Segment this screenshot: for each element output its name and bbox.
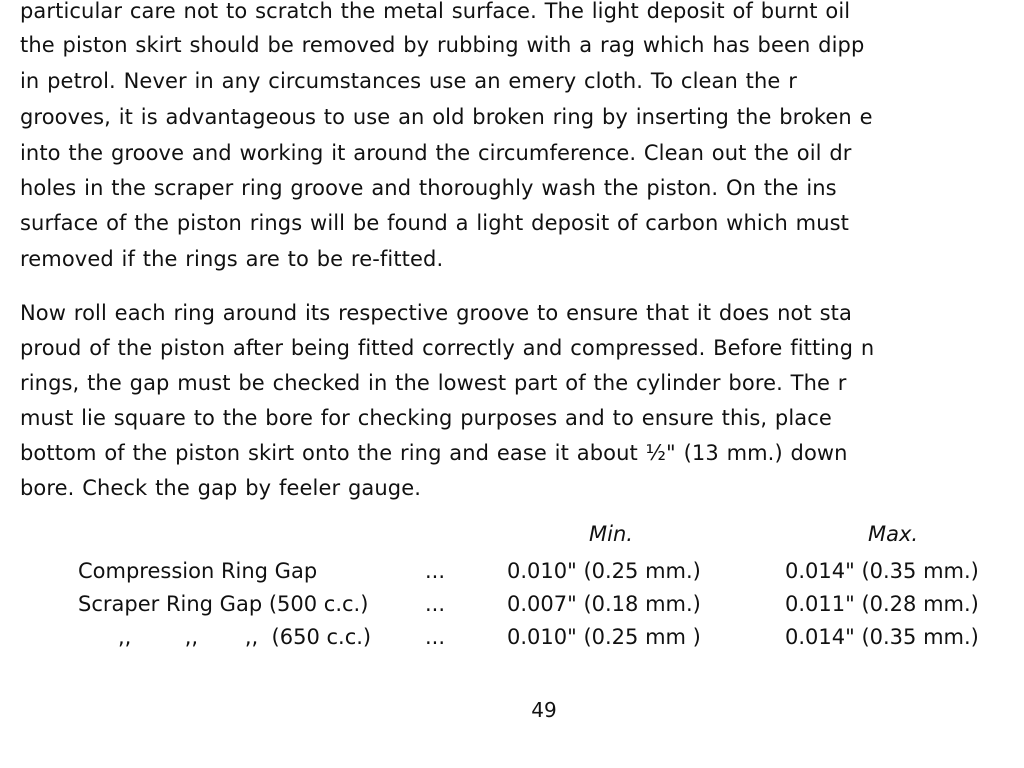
text-line: in petrol. Never in any circumstances use an emery cloth. To clean the r xyxy=(20,69,797,93)
min-value: 0.010" (0.25 mm.) xyxy=(507,559,701,583)
text-line: particular care not to scratch the metal surface. The light deposit of burnt oil xyxy=(20,0,851,23)
max-value: 0.014" (0.35 mm.) xyxy=(785,559,979,583)
min-value: 0.010" (0.25 mm ) xyxy=(507,625,701,649)
text-line: holes in the scraper ring groove and thoroughly wash the piston. On the ins xyxy=(20,176,837,200)
max-value: 0.011" (0.28 mm.) xyxy=(785,592,979,616)
min-value: 0.007" (0.18 mm.) xyxy=(507,592,701,616)
text-line: rings, the gap must be checked in the lowest part of the cylinder bore. The r xyxy=(20,371,847,395)
max-column-header: Max. xyxy=(868,522,919,546)
row-label: Scraper Ring Gap (500 c.c.) xyxy=(78,592,369,616)
dot-leader: ... xyxy=(425,625,446,649)
dot-leader: ... xyxy=(425,559,446,583)
max-value: 0.014" (0.35 mm.) xyxy=(785,625,979,649)
text-line: removed if the rings are to be re-fitted. xyxy=(20,247,444,271)
page-number: 49 xyxy=(531,698,557,722)
text-line: bore. Check the gap by feeler gauge. xyxy=(20,476,422,500)
text-line: must lie square to the bore for checking purposes and to ensure this, place xyxy=(20,406,832,430)
row-label: Compression Ring Gap xyxy=(78,559,318,583)
text-line: grooves, it is advantageous to use an old broken ring by inserting the broken e xyxy=(20,105,873,129)
text-line: the piston skirt should be removed by rubbing with a rag which has been dipp xyxy=(20,33,865,57)
dot-leader: ... xyxy=(425,592,446,616)
min-column-header: Min. xyxy=(589,522,633,546)
text-line: into the groove and working it around the circumference. Clean out the oil dr xyxy=(20,141,852,165)
text-line: Now roll each ring around its respective groove to ensure that it does not sta xyxy=(20,301,852,325)
text-line: bottom of the piston skirt onto the ring and ease it about ½" (13 mm.) down xyxy=(20,441,848,465)
text-line: surface of the piston rings will be found a light deposit of carbon which must xyxy=(20,211,849,235)
row-label: ,, ,, ,, (650 c.c.) xyxy=(118,625,372,649)
text-line: proud of the piston after being fitted correctly and compressed. Before fitting n xyxy=(20,336,875,360)
